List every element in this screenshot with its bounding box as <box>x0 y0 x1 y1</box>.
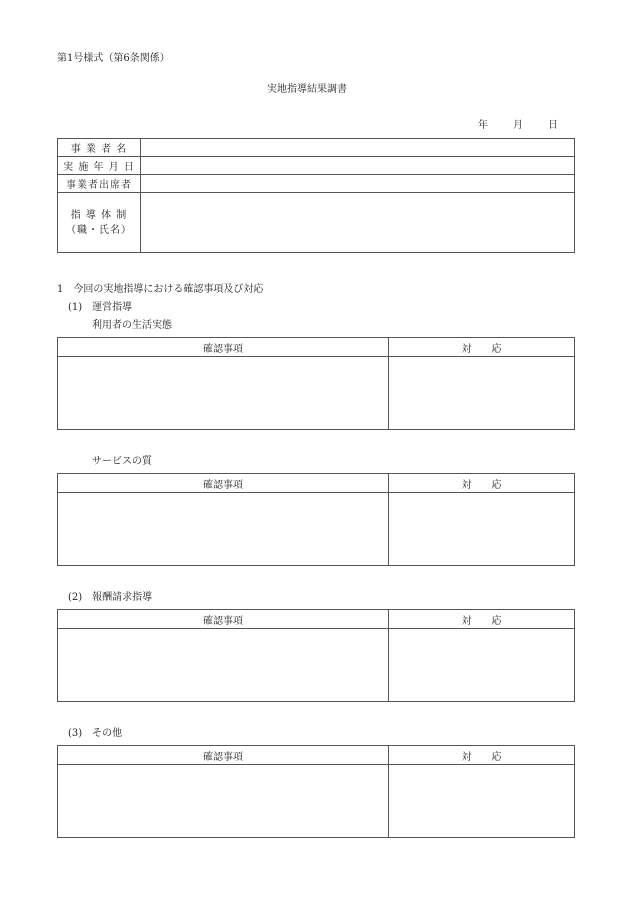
check-items-cell[interactable] <box>58 765 389 838</box>
attendee-field[interactable] <box>141 175 575 193</box>
business-name-label: 事 業 者 名 <box>58 139 141 157</box>
service-quality-table <box>57 473 575 566</box>
check-items-header: 確認事項 <box>58 338 389 357</box>
implementation-date-field[interactable] <box>141 157 575 175</box>
response-header: 対 応 <box>389 610 575 629</box>
check-items-cell[interactable] <box>58 357 389 430</box>
living-conditions-table <box>57 337 575 430</box>
response-cell[interactable] <box>389 357 575 430</box>
check-items-header: 確認事項 <box>58 610 389 629</box>
billing-guidance-table <box>57 609 575 702</box>
response-header: 対 応 <box>389 474 575 493</box>
form-number: 第1号様式（第6条関係） <box>57 53 170 64</box>
section1-title: 1 今回の実地指導における確認事項及び対応 <box>57 284 264 295</box>
response-cell[interactable] <box>389 765 575 838</box>
guidance-system-field[interactable] <box>141 193 575 253</box>
check-items-cell[interactable] <box>58 493 389 566</box>
check-items-header: 確認事項 <box>58 746 389 765</box>
date-day-label: 日 <box>548 120 558 131</box>
subsection2-title: (2) 報酬請求指導 <box>68 592 153 603</box>
date-month-label: 月 <box>513 120 523 131</box>
guidance-system-label <box>58 193 141 253</box>
other-table <box>57 745 575 838</box>
response-header: 対 応 <box>389 338 575 357</box>
attendee-label: 事業者出席者 <box>58 175 141 193</box>
document-title: 実地指導結果調書 <box>267 84 347 95</box>
response-cell[interactable] <box>389 629 575 702</box>
guidance-label-line2: （職・氏名） <box>66 224 132 236</box>
implementation-date-label: 実 施 年 月 日 <box>58 157 141 175</box>
guidance-label-line1: 指 導 体 制 <box>70 209 128 221</box>
subsection3-title: (3) その他 <box>68 728 123 739</box>
check-items-header: 確認事項 <box>58 474 389 493</box>
info-table <box>57 138 575 253</box>
date-year-label: 年 <box>478 120 488 131</box>
living-conditions-heading: 利用者の生活実態 <box>92 320 172 331</box>
subsection1-title: (1) 運営指導 <box>68 302 133 313</box>
business-name-field[interactable] <box>141 139 575 157</box>
response-header: 対 応 <box>389 746 575 765</box>
response-cell[interactable] <box>389 493 575 566</box>
check-items-cell[interactable] <box>58 629 389 702</box>
service-quality-heading: サービスの質 <box>92 456 152 467</box>
